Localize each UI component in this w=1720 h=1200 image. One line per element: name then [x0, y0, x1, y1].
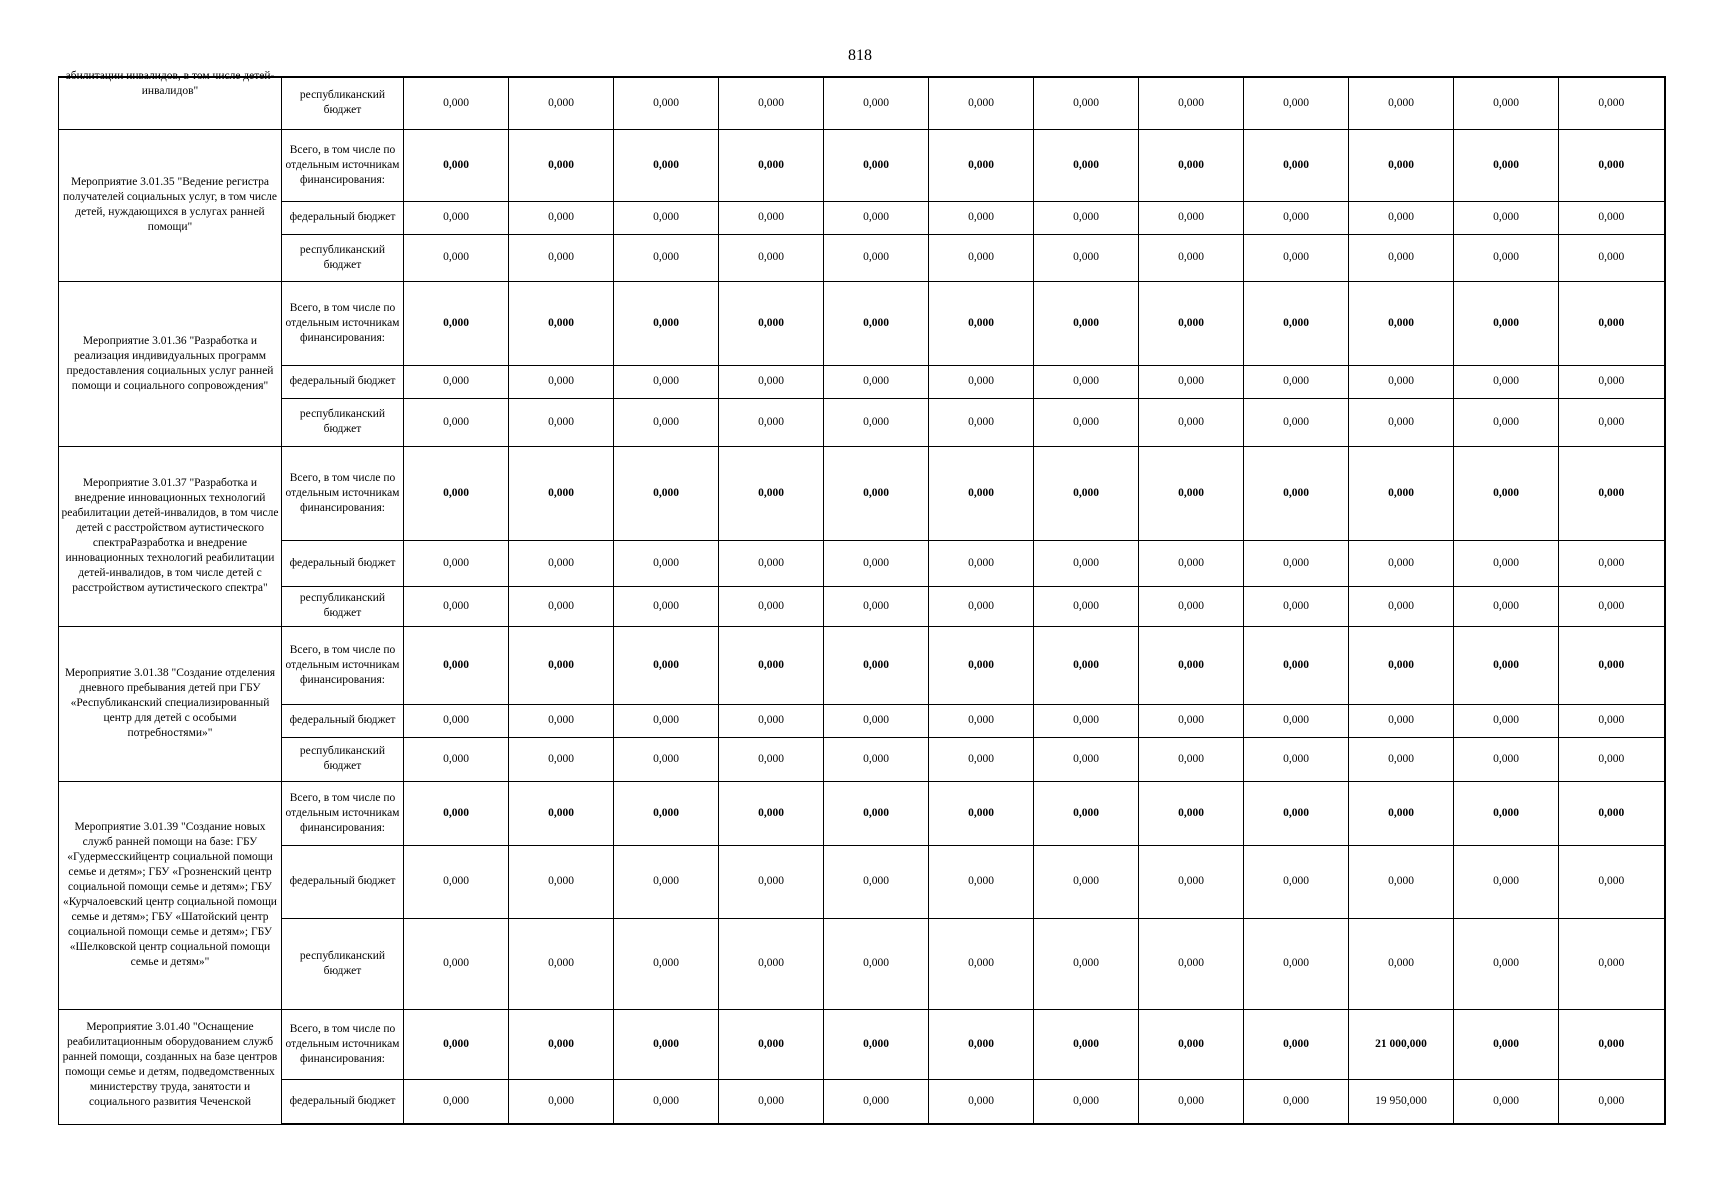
- amount-cell: 0,000: [1559, 234, 1665, 281]
- amount-cell: 0,000: [1349, 704, 1454, 737]
- amount-cell: 0,000: [929, 234, 1034, 281]
- amount-cell: 0,000: [824, 1079, 929, 1124]
- funding-source: республиканский бюджет: [282, 77, 404, 129]
- amount-cell: 0,000: [1139, 540, 1244, 586]
- event-cell: [59, 1009, 282, 1124]
- event-name: Мероприятие 3.01.39 "Создание новых служб ранней помощи на базе: ГБУ «Гудермесскийцентр социальной помощи семье и детям»; ГБУ «Грозненский центр социальной помощи семье и детям»; ГБУ «Курчалоевский центр социальной помощи семье и детям»; ГБУ «Шатойский центр социальной помощи семье и детям»; ГБУ «Шелковской центр социальной помощи семье и детям»": [63, 821, 277, 968]
- amount-cell: 0,000: [929, 365, 1034, 398]
- amount-cell: 0,000: [824, 1009, 929, 1079]
- amount-cell: 0,000: [1139, 1009, 1244, 1079]
- amount-cell: 0,000: [929, 845, 1034, 918]
- amount-cell: 0,000: [614, 234, 719, 281]
- amount-cell: 0,000: [1244, 781, 1349, 845]
- amount-cell: 0,000: [614, 201, 719, 234]
- amount-cell: 0,000: [1559, 737, 1665, 781]
- amount-cell: 0,000: [1034, 781, 1139, 845]
- amount-cell: 0,000: [1559, 626, 1665, 704]
- amount-cell: 0,000: [719, 234, 824, 281]
- amount-cell: 0,000: [719, 201, 824, 234]
- amount-cell: 0,000: [719, 781, 824, 845]
- amount-cell: 0,000: [1454, 781, 1559, 845]
- amount-cell: 0,000: [1349, 586, 1454, 626]
- amount-cell: 0,000: [509, 77, 614, 129]
- amount-cell: 0,000: [1349, 281, 1454, 365]
- amount-cell: 0,000: [1139, 781, 1244, 845]
- amount-cell: 0,000: [1139, 626, 1244, 704]
- amount-cell: 0,000: [1559, 446, 1665, 540]
- amount-cell: 0,000: [1559, 586, 1665, 626]
- amount-cell: 0,000: [929, 281, 1034, 365]
- amount-cell: 0,000: [1034, 446, 1139, 540]
- amount-cell: 0,000: [719, 918, 824, 1009]
- amount-cell: 0,000: [509, 704, 614, 737]
- amount-cell: 0,000: [1349, 918, 1454, 1009]
- event-name: Мероприятие 3.01.36 "Разработка и реализация индивидуальных программ предоставления социальных услуг ранней помощи и социального сопровождения": [66, 334, 274, 392]
- funding-source: федеральный бюджет: [282, 201, 404, 234]
- amount-cell: 0,000: [1454, 201, 1559, 234]
- amount-cell: 0,000: [404, 365, 509, 398]
- table-row: [59, 77, 1665, 129]
- table-row: [59, 737, 1665, 781]
- amount-cell: 0,000: [614, 626, 719, 704]
- amount-cell: 0,000: [1349, 446, 1454, 540]
- amount-cell: 0,000: [824, 398, 929, 446]
- table-row: [59, 1079, 1665, 1124]
- amount-cell: 0,000: [1349, 781, 1454, 845]
- amount-cell: 0,000: [929, 129, 1034, 201]
- amount-cell: 0,000: [614, 540, 719, 586]
- amount-cell: 0,000: [1244, 1079, 1349, 1124]
- amount-cell: 0,000: [404, 586, 509, 626]
- amount-cell: 0,000: [719, 446, 824, 540]
- amount-cell: 0,000: [1559, 365, 1665, 398]
- amount-cell: 0,000: [929, 1079, 1034, 1124]
- amount-cell: 0,000: [1244, 540, 1349, 586]
- amount-cell: 0,000: [509, 398, 614, 446]
- funding-source: Всего, в том числе по отдельным источникам финансирования:: [282, 781, 404, 845]
- amount-cell: 0,000: [719, 77, 824, 129]
- amount-cell: 0,000: [719, 704, 824, 737]
- amount-cell: 0,000: [509, 626, 614, 704]
- table-row: [59, 281, 1665, 365]
- amount-cell: 0,000: [1139, 586, 1244, 626]
- amount-cell: 0,000: [824, 918, 929, 1009]
- amount-cell: 0,000: [509, 201, 614, 234]
- amount-cell: 0,000: [824, 540, 929, 586]
- amount-cell: 0,000: [1034, 77, 1139, 129]
- table-row: [59, 1009, 1665, 1079]
- amount-cell: 0,000: [1139, 201, 1244, 234]
- amount-cell: 0,000: [404, 234, 509, 281]
- funding-source: Всего, в том числе по отдельным источникам финансирования:: [282, 129, 404, 201]
- amount-cell: 0,000: [509, 446, 614, 540]
- amount-cell: 0,000: [1244, 586, 1349, 626]
- amount-cell: 0,000: [404, 129, 509, 201]
- amount-cell: 0,000: [1244, 737, 1349, 781]
- amount-cell: 0,000: [719, 365, 824, 398]
- funding-source: республиканский бюджет: [282, 918, 404, 1009]
- amount-cell: 0,000: [824, 781, 929, 845]
- event-name: Мероприятие 3.01.38 "Создание отделения дневного пребывания детей при ГБУ «Республиканский специализированный центр для детей с особыми потребностями»": [64, 667, 276, 739]
- amount-cell: 0,000: [509, 234, 614, 281]
- amount-cell: 0,000: [929, 398, 1034, 446]
- amount-cell: 0,000: [404, 781, 509, 845]
- amount-cell: 21 000,000: [1349, 1009, 1454, 1079]
- event-name: Мероприятие 3.01.35 "Ведение регистра получателей социальных услуг, в том числе детей, нуждающихся в услугах ранней помощи": [63, 176, 277, 233]
- amount-cell: 0,000: [1244, 845, 1349, 918]
- amount-cell: 0,000: [404, 1009, 509, 1079]
- amount-cell: 0,000: [404, 845, 509, 918]
- funding-source: республиканский бюджет: [282, 586, 404, 626]
- amount-cell: 0,000: [1559, 540, 1665, 586]
- amount-cell: 0,000: [1559, 281, 1665, 365]
- table-row: [59, 234, 1665, 281]
- amount-cell: 0,000: [1139, 398, 1244, 446]
- amount-cell: 0,000: [1244, 281, 1349, 365]
- amount-cell: 0,000: [824, 586, 929, 626]
- amount-cell: 0,000: [1349, 737, 1454, 781]
- amount-cell: 0,000: [614, 281, 719, 365]
- amount-cell: 0,000: [824, 626, 929, 704]
- amount-cell: 0,000: [1244, 129, 1349, 201]
- amount-cell: 0,000: [824, 704, 929, 737]
- amount-cell: 0,000: [1454, 1079, 1559, 1124]
- amount-cell: 0,000: [1034, 586, 1139, 626]
- table-row: [59, 781, 1665, 845]
- amount-cell: 0,000: [404, 737, 509, 781]
- amount-cell: 0,000: [929, 540, 1034, 586]
- amount-cell: 0,000: [824, 446, 929, 540]
- amount-cell: 0,000: [614, 704, 719, 737]
- amount-cell: 0,000: [1034, 845, 1139, 918]
- amount-cell: 0,000: [1559, 781, 1665, 845]
- amount-cell: 0,000: [1454, 918, 1559, 1009]
- amount-cell: 0,000: [1244, 77, 1349, 129]
- amount-cell: 0,000: [719, 129, 824, 201]
- amount-cell: 0,000: [824, 281, 929, 365]
- amount-cell: 0,000: [1559, 398, 1665, 446]
- amount-cell: 0,000: [404, 398, 509, 446]
- amount-cell: 0,000: [614, 129, 719, 201]
- amount-cell: 0,000: [1454, 737, 1559, 781]
- amount-cell: 0,000: [1559, 1009, 1665, 1079]
- event-cell: [59, 70, 282, 129]
- amount-cell: 0,000: [614, 1079, 719, 1124]
- event-name: Мероприятие 3.01.40 "Оснащение реабилитационным оборудованием служб ранней помощи, созданных на базе центров помощи семье и детям, подведомственных министерству труда, занятости и социального развития Чеченской: [62, 1020, 278, 1108]
- funding-source: Всего, в том числе по отдельным источникам финансирования:: [282, 626, 404, 704]
- amount-cell: 0,000: [1139, 845, 1244, 918]
- amount-cell: 0,000: [404, 626, 509, 704]
- amount-cell: 0,000: [1034, 234, 1139, 281]
- amount-cell: 0,000: [509, 737, 614, 781]
- table-row: [59, 626, 1665, 704]
- amount-cell: 0,000: [719, 1009, 824, 1079]
- amount-cell: 0,000: [614, 586, 719, 626]
- table-row: [59, 586, 1665, 626]
- amount-cell: 0,000: [509, 586, 614, 626]
- amount-cell: 0,000: [614, 845, 719, 918]
- amount-cell: 0,000: [1139, 704, 1244, 737]
- event-cell: [59, 781, 282, 1009]
- amount-cell: 0,000: [1139, 129, 1244, 201]
- amount-cell: 0,000: [404, 281, 509, 365]
- amount-cell: 0,000: [404, 201, 509, 234]
- amount-cell: 0,000: [1454, 129, 1559, 201]
- amount-cell: 0,000: [614, 737, 719, 781]
- amount-cell: 0,000: [1034, 737, 1139, 781]
- amount-cell: 0,000: [1454, 365, 1559, 398]
- page-number: 818: [848, 47, 872, 64]
- table-row: [59, 129, 1665, 201]
- amount-cell: 0,000: [824, 234, 929, 281]
- amount-cell: 0,000: [929, 737, 1034, 781]
- amount-cell: 0,000: [929, 201, 1034, 234]
- amount-cell: 0,000: [1349, 365, 1454, 398]
- table-row: [59, 365, 1665, 398]
- amount-cell: 0,000: [1034, 281, 1139, 365]
- amount-cell: 0,000: [404, 540, 509, 586]
- amount-cell: 0,000: [1244, 1009, 1349, 1079]
- amount-cell: 0,000: [929, 77, 1034, 129]
- amount-cell: 0,000: [509, 540, 614, 586]
- amount-cell: 0,000: [404, 446, 509, 540]
- amount-cell: 0,000: [614, 781, 719, 845]
- amount-cell: 0,000: [1244, 446, 1349, 540]
- amount-cell: 0,000: [824, 77, 929, 129]
- amount-cell: 0,000: [1454, 626, 1559, 704]
- amount-cell: 0,000: [719, 586, 824, 626]
- amount-cell: 0,000: [1034, 201, 1139, 234]
- amount-cell: 0,000: [1349, 626, 1454, 704]
- amount-cell: 0,000: [1454, 1009, 1559, 1079]
- amount-cell: 0,000: [719, 540, 824, 586]
- amount-cell: 0,000: [929, 446, 1034, 540]
- amount-cell: 0,000: [824, 129, 929, 201]
- funding-source: федеральный бюджет: [282, 365, 404, 398]
- amount-cell: 0,000: [929, 626, 1034, 704]
- funding-source: федеральный бюджет: [282, 540, 404, 586]
- amount-cell: 0,000: [1559, 845, 1665, 918]
- amount-cell: 0,000: [1034, 1079, 1139, 1124]
- amount-cell: 0,000: [1244, 704, 1349, 737]
- amount-cell: 0,000: [1034, 540, 1139, 586]
- amount-cell: 0,000: [509, 1079, 614, 1124]
- amount-cell: 0,000: [509, 918, 614, 1009]
- amount-cell: 0,000: [1349, 201, 1454, 234]
- funding-source: Всего, в том числе по отдельным источникам финансирования:: [282, 1009, 404, 1079]
- amount-cell: 0,000: [1034, 918, 1139, 1009]
- amount-cell: 0,000: [1139, 737, 1244, 781]
- amount-cell: 0,000: [404, 77, 509, 129]
- amount-cell: 0,000: [1034, 129, 1139, 201]
- table-row: [59, 446, 1665, 540]
- table-row: [59, 398, 1665, 446]
- amount-cell: 0,000: [1244, 365, 1349, 398]
- amount-cell: 0,000: [1454, 77, 1559, 129]
- table-row: [59, 845, 1665, 918]
- amount-cell: 0,000: [719, 398, 824, 446]
- amount-cell: 0,000: [509, 781, 614, 845]
- amount-cell: 0,000: [1244, 234, 1349, 281]
- amount-cell: 0,000: [1454, 704, 1559, 737]
- event-cell: [59, 129, 282, 281]
- amount-cell: 19 950,000: [1349, 1079, 1454, 1124]
- amount-cell: 0,000: [719, 737, 824, 781]
- table-row: [59, 201, 1665, 234]
- amount-cell: 0,000: [824, 845, 929, 918]
- amount-cell: 0,000: [1139, 918, 1244, 1009]
- amount-cell: 0,000: [929, 918, 1034, 1009]
- amount-cell: 0,000: [1139, 281, 1244, 365]
- amount-cell: 0,000: [404, 918, 509, 1009]
- amount-cell: 0,000: [404, 704, 509, 737]
- amount-cell: 0,000: [1559, 129, 1665, 201]
- funding-source: Всего, в том числе по отдельным источникам финансирования:: [282, 446, 404, 540]
- amount-cell: 0,000: [719, 626, 824, 704]
- funding-source: республиканский бюджет: [282, 737, 404, 781]
- amount-cell: 0,000: [824, 737, 929, 781]
- funding-source: федеральный бюджет: [282, 845, 404, 918]
- amount-cell: 0,000: [929, 1009, 1034, 1079]
- table-row: [59, 918, 1665, 1009]
- amount-cell: 0,000: [1349, 398, 1454, 446]
- funding-source: федеральный бюджет: [282, 1079, 404, 1124]
- table-row: [59, 704, 1665, 737]
- event-name: Мероприятие 3.01.37 "Разработка и внедрение инновационных технологий реабилитации детей-инвалидов, в том числе детей с расстройством аутистического спектраРазработка и внедрение инновационных технологий реабилитации детей-инвалидов, в том числе детей с расстройством аутистического спектра": [61, 477, 279, 594]
- amount-cell: 0,000: [719, 281, 824, 365]
- amount-cell: 0,000: [1559, 77, 1665, 129]
- event-name: абилитации инвалидов, в том числе детей-инвалидов": [65, 70, 275, 97]
- event-cell: [59, 446, 282, 626]
- amount-cell: 0,000: [1244, 918, 1349, 1009]
- amount-cell: 0,000: [1139, 365, 1244, 398]
- amount-cell: 0,000: [1244, 398, 1349, 446]
- amount-cell: 0,000: [1454, 281, 1559, 365]
- amount-cell: 0,000: [1559, 918, 1665, 1009]
- amount-cell: 0,000: [1034, 1009, 1139, 1079]
- funding-source: федеральный бюджет: [282, 704, 404, 737]
- event-cell: [59, 281, 282, 446]
- amount-cell: 0,000: [614, 1009, 719, 1079]
- amount-cell: 0,000: [1139, 1079, 1244, 1124]
- amount-cell: 0,000: [1559, 1079, 1665, 1124]
- amount-cell: 0,000: [1139, 446, 1244, 540]
- amount-cell: 0,000: [614, 446, 719, 540]
- amount-cell: 0,000: [1034, 704, 1139, 737]
- amount-cell: 0,000: [1454, 586, 1559, 626]
- amount-cell: 0,000: [509, 365, 614, 398]
- amount-cell: 0,000: [719, 1079, 824, 1124]
- funding-source: Всего, в том числе по отдельным источникам финансирования:: [282, 281, 404, 365]
- amount-cell: 0,000: [509, 281, 614, 365]
- amount-cell: 0,000: [1244, 626, 1349, 704]
- event-cell: [59, 626, 282, 781]
- amount-cell: 0,000: [509, 845, 614, 918]
- amount-cell: 0,000: [1454, 446, 1559, 540]
- amount-cell: 0,000: [614, 918, 719, 1009]
- amount-cell: 0,000: [1559, 201, 1665, 234]
- amount-cell: 0,000: [929, 704, 1034, 737]
- amount-cell: 0,000: [1349, 129, 1454, 201]
- funding-source: республиканский бюджет: [282, 398, 404, 446]
- amount-cell: 0,000: [509, 129, 614, 201]
- financing-table: [58, 70, 1666, 1125]
- amount-cell: 0,000: [929, 586, 1034, 626]
- amount-cell: 0,000: [614, 398, 719, 446]
- amount-cell: 0,000: [1454, 398, 1559, 446]
- amount-cell: 0,000: [824, 201, 929, 234]
- amount-cell: 0,000: [1034, 398, 1139, 446]
- amount-cell: 0,000: [614, 365, 719, 398]
- amount-cell: 0,000: [1349, 845, 1454, 918]
- amount-cell: 0,000: [1454, 540, 1559, 586]
- table-row: [59, 540, 1665, 586]
- amount-cell: 0,000: [824, 365, 929, 398]
- amount-cell: 0,000: [1244, 201, 1349, 234]
- amount-cell: 0,000: [1139, 234, 1244, 281]
- amount-cell: 0,000: [929, 781, 1034, 845]
- amount-cell: 0,000: [719, 845, 824, 918]
- amount-cell: 0,000: [1139, 77, 1244, 129]
- amount-cell: 0,000: [1034, 365, 1139, 398]
- funding-source: республиканский бюджет: [282, 234, 404, 281]
- amount-cell: 0,000: [1454, 845, 1559, 918]
- amount-cell: 0,000: [1559, 704, 1665, 737]
- amount-cell: 0,000: [509, 1009, 614, 1079]
- amount-cell: 0,000: [1349, 540, 1454, 586]
- amount-cell: 0,000: [1349, 77, 1454, 129]
- amount-cell: 0,000: [614, 77, 719, 129]
- amount-cell: 0,000: [1349, 234, 1454, 281]
- amount-cell: 0,000: [404, 1079, 509, 1124]
- amount-cell: 0,000: [1454, 234, 1559, 281]
- amount-cell: 0,000: [1034, 626, 1139, 704]
